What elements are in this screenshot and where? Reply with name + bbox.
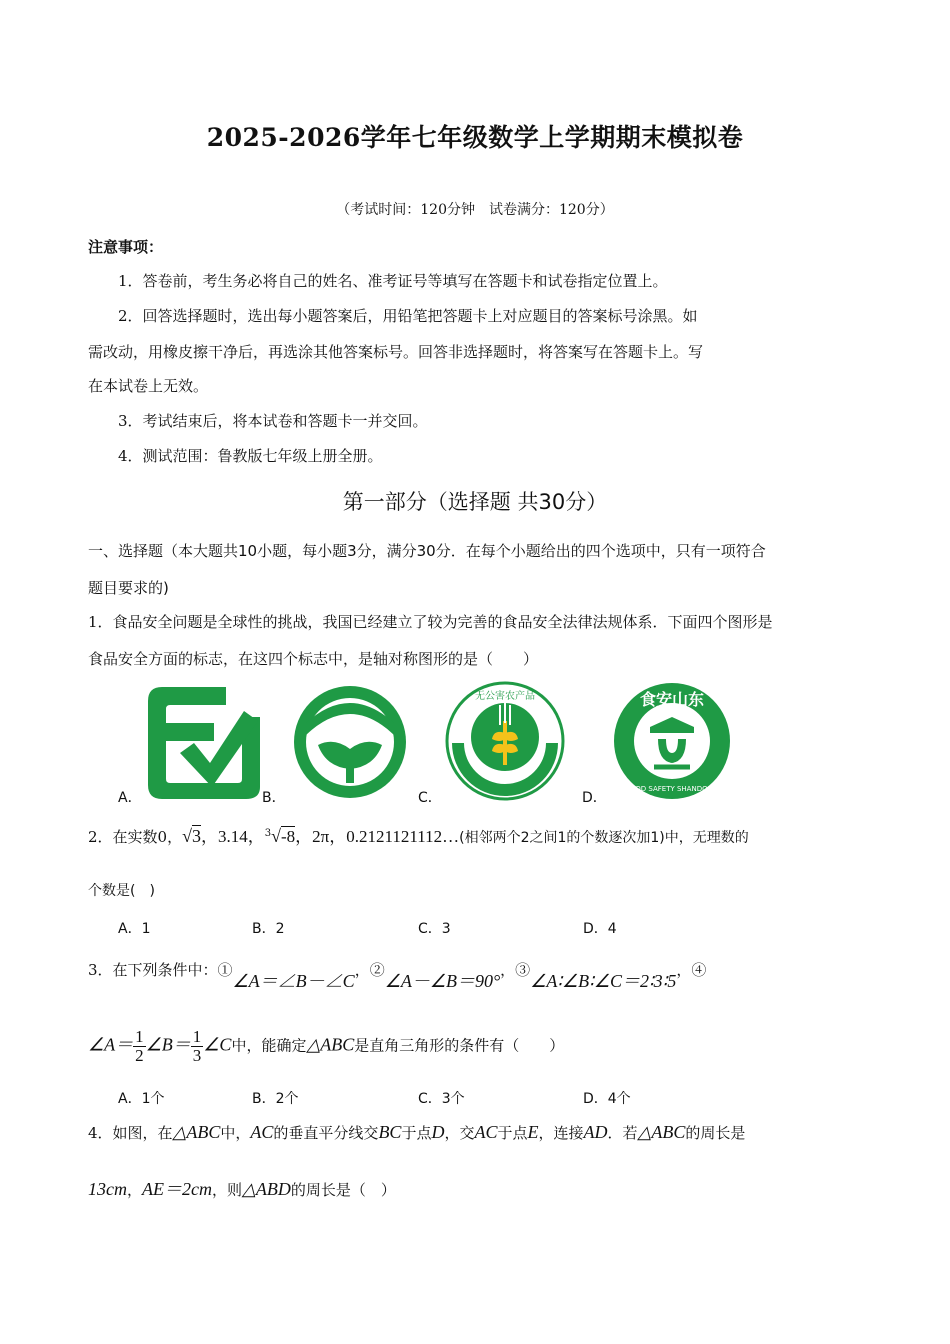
q3-option-c: C．3个 xyxy=(418,1091,465,1107)
q4-point-d: D xyxy=(431,1122,445,1142)
q3-cond-1: ∠A＝∠B－∠C xyxy=(232,971,355,991)
q4-t8: ．若 xyxy=(607,1124,638,1142)
q2-option-a: A．1 xyxy=(118,921,151,937)
q3-sep-4: ，④ xyxy=(676,961,707,979)
q2-text-cont: 个数是( ) xyxy=(88,883,155,899)
fraction-half: $\frac{1}{2}$ xyxy=(135,1027,144,1065)
q2-suffix: (相邻两个2之间1的个数逐次加1)中，无理数的 xyxy=(459,830,749,846)
part-title: 第一部分（选择题 共30分） xyxy=(342,490,608,514)
note-2: 2．回答选择题时，选出每小题答案后，用铅笔把答题卡上对应题目的答案标号涂黑。如 xyxy=(118,307,698,325)
q1-text-cont: 食品安全方面的标志，在这四个标志中，是轴对称图形的是（ ） xyxy=(88,650,539,668)
q3-option-a: A．1个 xyxy=(118,1091,165,1107)
q1-label-d: D． xyxy=(582,790,607,806)
cuberoot-radicand: -8 xyxy=(281,827,296,846)
exam-info: （考试时间：120分钟 试卷满分：120分） xyxy=(336,202,614,218)
q4-t9: 的周长是 xyxy=(685,1124,746,1142)
q1-label-a: A． xyxy=(118,790,142,806)
q3-cond-4b: ∠B＝ xyxy=(145,1034,191,1055)
logo-b-green-food xyxy=(288,683,412,801)
q4-t6: 于点 xyxy=(497,1124,528,1142)
q4-triangle-abc: △ABC xyxy=(172,1122,221,1142)
q4-t1: 4．如图，在 xyxy=(88,1124,173,1142)
q4-ac-2: AC xyxy=(474,1122,498,1142)
q2-option-c: C．3 xyxy=(418,921,451,937)
notes-heading: 注意事项： xyxy=(88,238,164,256)
q4-text xyxy=(88,1122,745,1143)
q4-t4: 于点 xyxy=(401,1124,432,1142)
note-2-cont: 需改动，用橡皮擦干净后，再选涂其他答案标号。回答非选择题时，将答案写在答题卡上。写 xyxy=(88,343,704,361)
q3-tail: 中，能确定 xyxy=(231,1036,307,1055)
q3-text-cont xyxy=(88,1028,564,1065)
logo-c-text: 无公害农产品 xyxy=(475,691,535,702)
q3-triangle: △ABC xyxy=(306,1034,355,1055)
q4-t11: 的周长是（ ） xyxy=(290,1181,396,1199)
q4-t10: ，则 xyxy=(212,1181,243,1199)
q3-cond-4a: ∠A＝ xyxy=(88,1034,134,1055)
q4-t7: ，连接 xyxy=(538,1124,584,1142)
q1-label-b: B． xyxy=(262,790,286,806)
q4-t5: ，交 xyxy=(444,1124,475,1142)
q3-cond-4c: ∠C xyxy=(203,1034,232,1055)
q4-ad: AD xyxy=(583,1122,608,1142)
q1-text: 1．食品安全问题是全球性的挑战，我国已经建立了较为完善的食品安全法律法规体系．下面四个图形是 xyxy=(88,613,773,631)
q4-triangle-abd: △ABD xyxy=(242,1179,291,1199)
fraction-third: $\frac{1}{3}$ xyxy=(192,1027,202,1065)
q4-triangle-abc-2: △ABC xyxy=(637,1122,686,1142)
q4-bc: BC xyxy=(378,1122,402,1142)
q2-num2: ，2π，0.2121121112… xyxy=(295,827,460,846)
q2-text: 2．在实数0，√3，3.14，$^3$√-8，2π，0.2121121112…(相邻两个2之间1的个数逐次加1)中，无理数的 xyxy=(88,826,749,846)
q3-cond-3: ∠A∶∠B∶∠C＝2∶3∶5 xyxy=(530,971,677,991)
q3-option-b: B．2个 xyxy=(252,1091,299,1107)
note-3: 3．考试结束后，将本试卷和答题卡一并交回。 xyxy=(118,412,428,430)
q3-tail-2: 是直角三角形的条件有（ ） xyxy=(354,1036,565,1055)
q2-prefix: 2．在实数0， xyxy=(88,828,183,846)
q2-option-b: B．2 xyxy=(252,921,285,937)
q4-ae: AE＝2cm xyxy=(142,1179,212,1199)
q3-cond-2: ∠A－∠B＝90° xyxy=(384,971,501,991)
note-1: 1．答卷前，考生务必将自己的姓名、准考证号等填写在答题卡和试卷指定位置上。 xyxy=(118,272,668,290)
q3-sep-3: ，③ xyxy=(500,961,531,979)
q3-option-d: D．4个 xyxy=(583,1091,631,1107)
note-2-end: 在本试卷上无效。 xyxy=(88,377,209,395)
cuberoot-symbol: √ xyxy=(271,826,281,846)
q2-num1: ，3.14， xyxy=(200,827,265,846)
section-heading-cont: 题目要求的) xyxy=(88,579,169,597)
q2-option-d: D．4 xyxy=(583,921,617,937)
q4-perimeter: 13cm xyxy=(88,1179,127,1199)
logo-d-ring-text: FOOD SAFETY SHANDONG xyxy=(625,785,719,793)
sqrt-symbol: √ xyxy=(182,826,192,846)
q4-ac: AC xyxy=(250,1122,274,1142)
q4-point-e: E xyxy=(527,1122,539,1142)
sqrt3-radicand: 3 xyxy=(191,826,201,846)
logo-c-pollution-free xyxy=(442,681,568,801)
logo-a-checkmark xyxy=(140,683,268,801)
q4-t3: 的垂直平分线交 xyxy=(273,1124,379,1142)
page-title: 2025-2026学年七年级数学上学期期末模拟卷 xyxy=(206,123,744,152)
q1-label-c: C． xyxy=(418,790,442,806)
section-heading: 一、选择题（本大题共10小题，每小题3分，满分30分．在每个小题给出的四个选项中，只有一项符合 xyxy=(88,542,766,560)
logo-d-top-text: 食安山东 xyxy=(639,690,705,709)
q4-t2: 中， xyxy=(220,1124,251,1142)
q3-prefix: 3．在下列条件中：① xyxy=(88,961,233,979)
q3-text xyxy=(88,955,707,991)
q3-sep-2: ，② xyxy=(354,961,385,979)
q4-text-cont xyxy=(88,1175,396,1201)
note-4: 4．测试范围：鲁教版七年级上册全册。 xyxy=(118,447,383,465)
q4-comma: ， xyxy=(127,1181,143,1199)
logo-d-food-safety-shandong xyxy=(610,681,734,801)
